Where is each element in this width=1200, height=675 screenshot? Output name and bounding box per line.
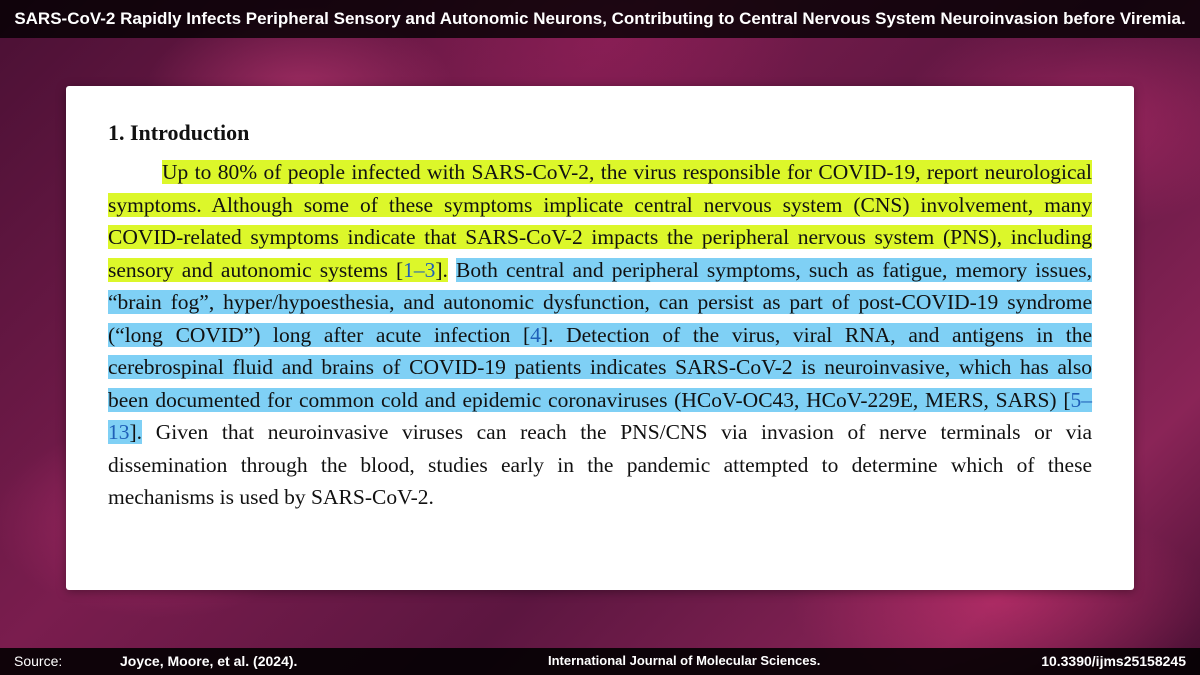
slide-title-text: SARS-CoV-2 Rapidly Infects Peripheral Sensory and Autonomic Neurons, Contributing to Central Nervous System Neuroinvasion before Viremia.	[14, 9, 1186, 28]
blue-highlight-text-a: Both central and peripheral symptoms, such as fatigue, memory issues, “brain fog”, hyper/hypoesthesia, and autonomic dysfunction, can persist as part of post-COVID-19 syndrome (“long COVID”) long after acute infection [	[108, 257, 1092, 347]
source-label: Source:	[14, 653, 63, 669]
citation-link-4[interactable]: 4	[530, 322, 541, 347]
yellow-highlight-text: Up to 80% of people infected with SARS-CoV-2, the virus responsible for COVID-19, report neurological symptoms. Although some of these symptoms implicate central nervous system (CNS) involvement, many COVID-related symptoms indicate that SARS-CoV-2 impacts the peripheral nervous system (PNS), including sensory and autonomic systems [	[108, 160, 1092, 282]
blue-highlight-text-b: ]. Detection of the virus, viral RNA, and antigens in the cerebrospinal fluid and brains of COVID-19 patients indicates SARS-CoV-2 is neuroinvasive, which has also been documented for common cold and epidemic coronaviruses (HCoV-OC43, HCoV-229E, MERS, SARS) [	[108, 322, 1092, 412]
source-journal: International Journal of Molecular Sciences.	[548, 653, 821, 668]
introduction-paragraph	[108, 156, 1092, 514]
slide-title	[0, 0, 1200, 38]
blue-highlight-close: ].	[129, 420, 143, 444]
blue-highlight-segment	[108, 258, 1092, 445]
source-footer	[0, 648, 1200, 675]
article-excerpt-card	[66, 86, 1134, 590]
citation-link-5-13[interactable]: 5–13	[108, 387, 1092, 444]
source-authors: Joyce, Moore, et al. (2024).	[120, 653, 298, 669]
citation-link-1-3[interactable]: 1–3	[403, 257, 436, 282]
plain-text-segment: Given that neuroinvasive viruses can reach the PNS/CNS via invasion of nerve terminals or via dissemination through the blood, studies early in the pandemic attempted to determine which of these mechanisms is used by SARS-CoV-2.	[108, 420, 1092, 509]
source-doi: 10.3390/ijms25158245	[1041, 653, 1186, 669]
yellow-highlight-close: ].	[435, 257, 448, 282]
section-heading: 1. Introduction	[108, 120, 250, 145]
